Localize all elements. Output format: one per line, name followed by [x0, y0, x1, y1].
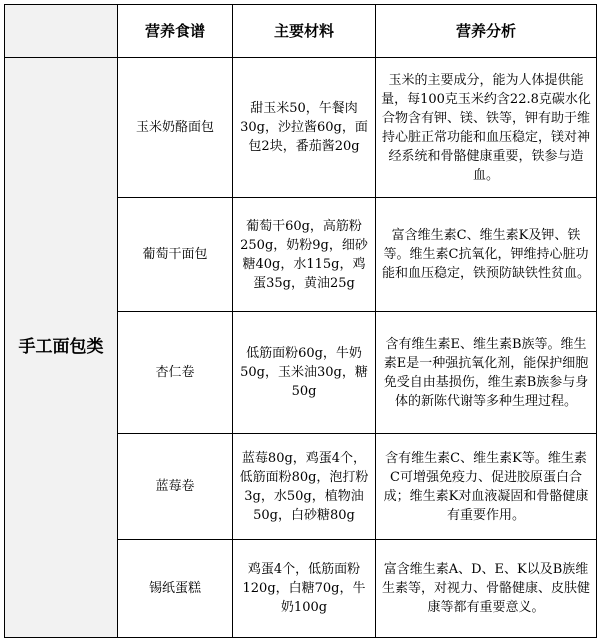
materials-cell: 甜玉米50，午餐肉30g，沙拉酱60g，面包2块，番茄酱20g: [233, 58, 376, 198]
recipe-name: 玉米奶酪面包: [118, 58, 233, 198]
recipe-name: 杏仁卷: [118, 312, 233, 434]
table-row: [5, 58, 597, 198]
analysis-cell: 含有维生素C、维生素K等。维生素C可增强免疫力、促进胶原蛋白合成；维生素K对血液凝固和骨骼健康有重要作用。: [376, 434, 597, 540]
analysis-cell: 富含维生素A、D、E、K以及B族维生素等，对视力、骨骼健康、皮肤健康等都有重要意义。: [376, 540, 597, 638]
header-corner-cell: [5, 5, 118, 58]
header-recipe: 营养食谱: [118, 5, 233, 58]
recipe-name: 蓝莓卷: [118, 434, 233, 540]
recipe-name: 葡萄干面包: [118, 198, 233, 312]
recipe-name: 锡纸蛋糕: [118, 540, 233, 638]
materials-cell: 葡萄干60g，高筋粉250g，奶粉9g，细砂糖40g，水115g，鸡蛋35g，黄油25g: [233, 198, 376, 312]
category-cell: 手工面包类: [5, 58, 118, 638]
materials-cell: 低筋面粉60g，牛奶50g，玉米油30g，糖50g: [233, 312, 376, 434]
materials-cell: 鸡蛋4个，低筋面粉120g，白糖70g，牛奶100g: [233, 540, 376, 638]
analysis-cell: 富含维生素C、维生素K及钾、铁等。维生素C抗氧化，钾维持心脏功能和血压稳定，铁预防缺铁性贫血。: [376, 198, 597, 312]
materials-cell: 蓝莓80g，鸡蛋4个，低筋面粉80g，泡打粉3g，水50g，植物油50g，白砂糖80g: [233, 434, 376, 540]
header-analysis: 营养分析: [376, 5, 597, 58]
analysis-cell: 含有维生素E、维生素B族等。维生素E是一种强抗氧化剂，能保护细胞免受自由基损伤，维生素B族参与身体的新陈代谢等多种生理过程。: [376, 312, 597, 434]
header-materials: 主要材料: [233, 5, 376, 58]
nutrition-table: [4, 4, 597, 638]
header-row: [5, 5, 597, 58]
analysis-cell: 玉米的主要成分，能为人体提供能量，每100克玉米约含22.8克碳水化合物含有钾、镁、铁等，钾有助于维持心脏正常功能和血压稳定，镁对神经系统和骨骼健康重要，铁参与造血。: [376, 58, 597, 198]
